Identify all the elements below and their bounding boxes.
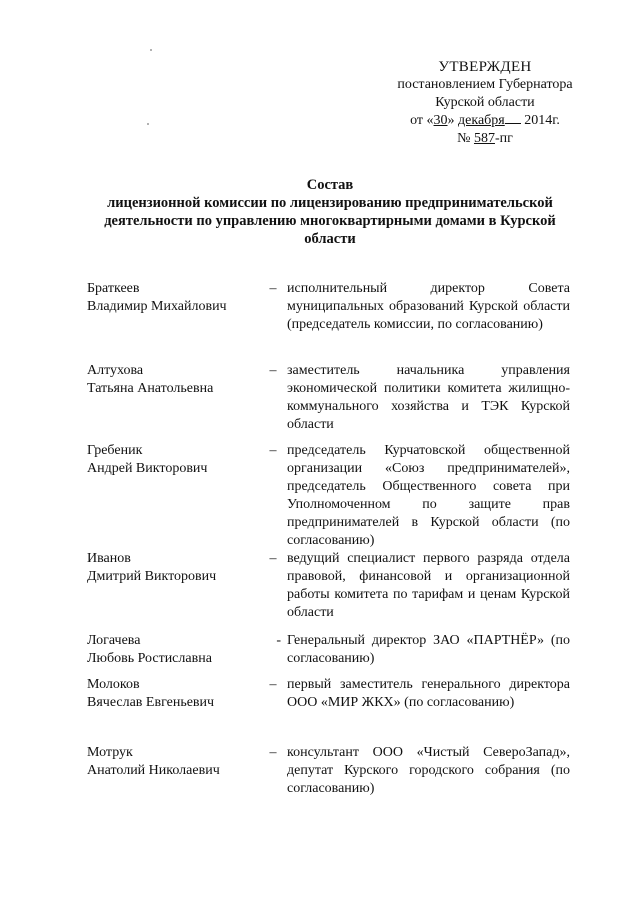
heading-title: Состав [306, 177, 354, 193]
member-name [87, 676, 267, 712]
member-dash: - [276, 633, 281, 648]
member-dash: – [269, 443, 277, 458]
member-surname: Алтухова [87, 363, 144, 378]
member-position: Генеральный директор ЗАО «ПАРТНЁР» (по согласованию) [287, 633, 570, 666]
member-position: заместитель начальника управления экономической политики комитета жилищно-коммунального хозяйства и ТЭК Курской области [287, 363, 570, 432]
date-year: 2014г. [524, 113, 560, 128]
approval-block [380, 58, 590, 148]
member-given-name: Татьяна Анатольевна [87, 381, 214, 396]
approval-title: УТВЕРЖДЕН [438, 59, 532, 75]
document-heading [80, 176, 580, 248]
member-given-name: Андрей Викторович [87, 461, 208, 476]
member-name [87, 362, 267, 398]
member-name [87, 280, 267, 316]
member-dash: – [269, 745, 277, 760]
number-prefix: № [457, 131, 471, 146]
member-given-name: Любовь Ростиславна [87, 651, 212, 666]
member-given-name: Анатолий Николаевич [87, 763, 220, 778]
member-name [87, 550, 267, 586]
member-name [87, 744, 267, 780]
date-day: 30 [433, 113, 448, 128]
scan-speck [147, 123, 149, 125]
member-surname: Логачева [87, 633, 141, 648]
member-surname: Иванов [87, 551, 131, 566]
member-position: первый заместитель генерального директора ООО «МИР ЖКХ» (по согласованию) [287, 677, 570, 710]
number-value: 587 [473, 131, 495, 146]
scan-speck [150, 49, 152, 51]
heading-subtitle: лицензионной комиссии по лицензированию предпринимательской деятельности по управлению многоквартирными домами в Курской области [104, 195, 556, 247]
member-position: консультант ООО «Чистый СевероЗапад», депутат Курского городского собрания (по согласованию) [287, 745, 570, 796]
member-position: председатель Курчатовской общественной организации «Союз предпринимателей», председатель Общественного совета при Уполномоченном по защите прав предпринимателей в Курской области (по согласованию) [287, 443, 570, 548]
approval-line-1: постановлением Губернатора [397, 77, 573, 92]
approval-line-2: Курской области [435, 95, 535, 110]
member-surname: Гребеник [87, 443, 143, 458]
member-surname: Молоков [87, 677, 140, 692]
member-name [87, 442, 267, 478]
member-name [87, 632, 267, 668]
member-surname: Браткеев [87, 281, 140, 296]
member-given-name: Дмитрий Викторович [87, 569, 217, 584]
date-mid: » [447, 113, 455, 128]
member-dash: – [269, 551, 277, 566]
member-given-name: Владимир Михайлович [87, 299, 227, 314]
member-given-name: Вячеслав Евгеньевич [87, 695, 215, 710]
member-dash: – [269, 677, 277, 692]
number-suffix: -пг [494, 131, 513, 146]
member-dash: – [269, 363, 277, 378]
date-blank [505, 123, 521, 124]
date-month: декабря [458, 113, 505, 128]
member-dash: – [269, 281, 277, 296]
member-surname: Мотрук [87, 745, 133, 760]
approval-date [380, 112, 590, 130]
date-prefix: от « [410, 113, 434, 128]
member-position: исполнительный директор Совета муниципальных образований Курской области (председатель комиссии, по согласованию) [287, 281, 570, 332]
approval-number [380, 130, 590, 148]
member-position: ведущий специалист первого разряда отдела правовой, финансовой и организационной работы комитета по тарифам и ценам Курской области [287, 551, 570, 620]
